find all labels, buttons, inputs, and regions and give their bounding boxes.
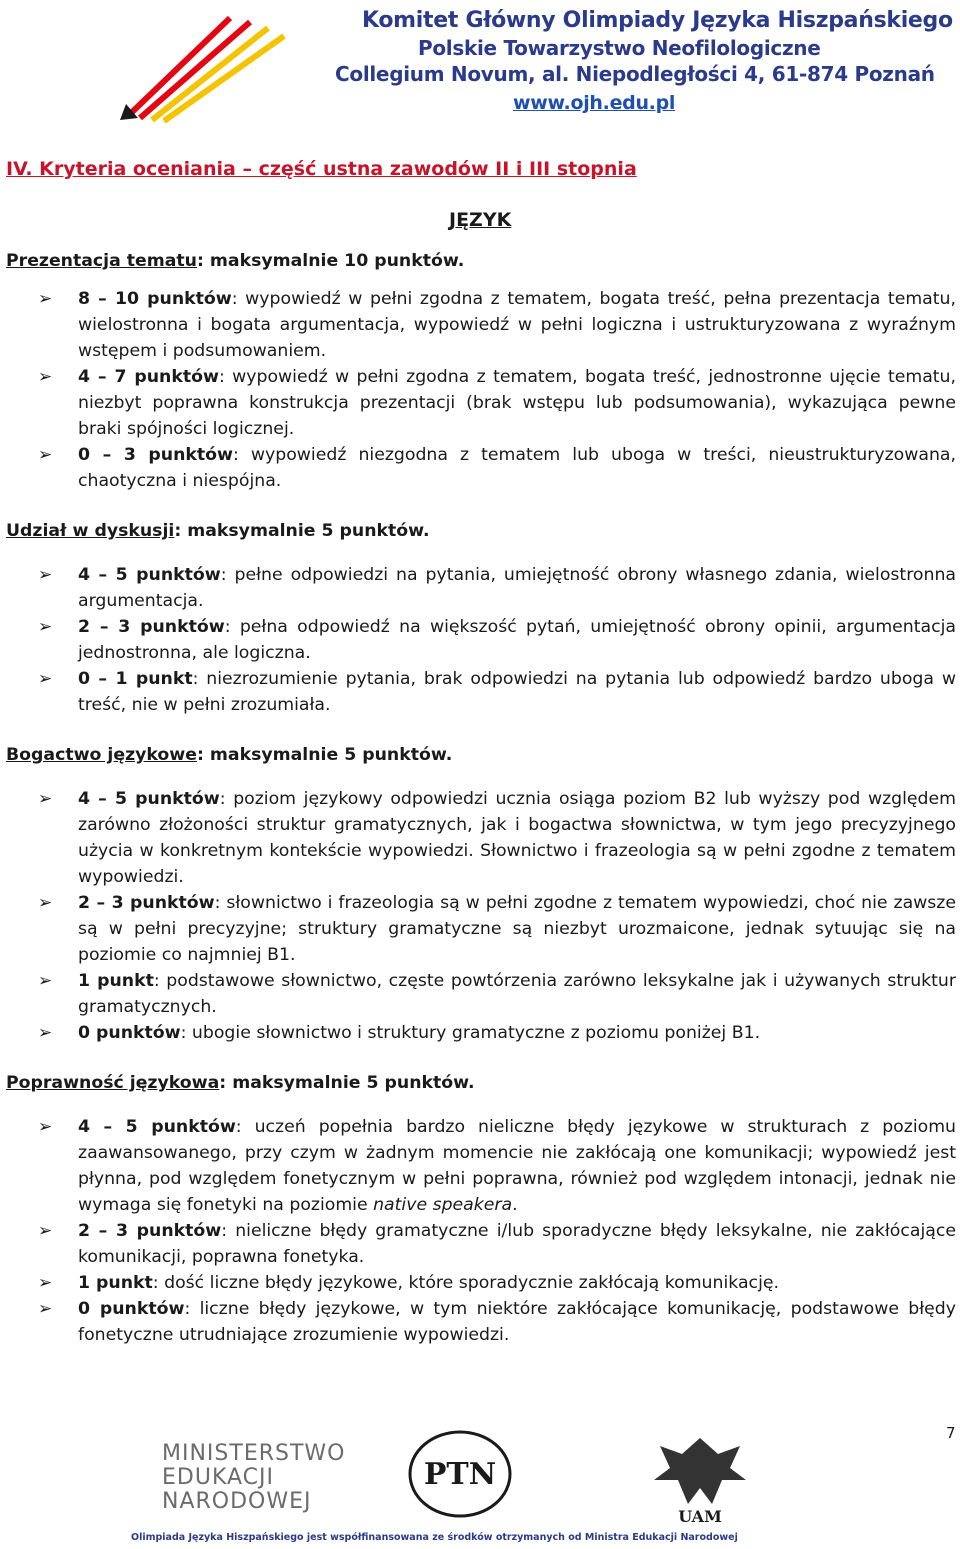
list-item [6, 786, 956, 890]
category-title: Udział w dyskusji [6, 521, 175, 541]
category-heading [6, 248, 956, 274]
score-range: 4 – 5 punktów [78, 1117, 236, 1137]
arrow-bullet-icon: ➢ [38, 1221, 53, 1241]
section-title: IV. Kryteria oceniania – część ustna zawodów II i III stopnia [6, 158, 637, 180]
arrow-bullet-icon: ➢ [38, 367, 53, 387]
criteria-content [6, 248, 956, 1348]
criteria-text: : wypowiedź w pełni zgodna z tematem, bogata treść, pełna prezentacja tematu, wielostronna i bogata argumentacja, wypowiedź w pełni logiczna i ustrukturyzowana z wyraźnym wstępem i podsumowaniem. [78, 289, 956, 361]
arrow-bullet-icon: ➢ [38, 565, 53, 585]
criteria-list [6, 286, 956, 494]
category-heading [6, 518, 956, 544]
list-item [6, 1114, 956, 1218]
score-range: 0 – 1 punkt [78, 669, 193, 689]
list-item [6, 364, 956, 442]
criteria-text: : poziom językowy odpowiedzi ucznia osiąga poziom B2 lub wyższy pod względem zarówno złożoności struktur gramatycznych, jak i bogactwa słownictwa, w tym jego precyzyjnego użycia w konkretnym kontekście wypowiedzi. Słownictwo i frazeologia są w pełni zgodne z tematem wypowiedzi. [78, 789, 956, 887]
criteria-text: : pełna odpowiedź na większość pytań, umiejętność obrony opinii, argumentacja jednostronna, ale logiczna. [78, 617, 956, 663]
ministry-logo [162, 1442, 345, 1514]
score-range: 4 – 7 punktów [78, 367, 219, 387]
criteria-text: : nieliczne błędy gramatyczne i/lub sporadyczne błędy leksykalne, nie zakłócające komunikacji, poprawna fonetyka. [78, 1221, 957, 1267]
criteria-list [6, 786, 956, 1046]
category-heading [6, 1070, 956, 1096]
arrow-bullet-icon: ➢ [38, 1023, 53, 1043]
criteria-italic-text: native speakera [373, 1195, 513, 1215]
score-range: 1 punkt [78, 1273, 153, 1293]
criteria-text: : wypowiedź w pełni zgodna z tematem, bogata treść, jednostronne ujęcie tematu, niezbyt poprawna konstrukcja prezentacji (brak wstępu lub podsumowania), wykazująca pewne braki spójności logicznej. [78, 367, 956, 439]
criteria-text: : ubogie słownictwo i struktury gramatyczne z poziomu poniżej B1. [180, 1023, 761, 1043]
score-range: 0 punktów [78, 1023, 181, 1043]
criteria-tail: . [512, 1195, 518, 1215]
arrow-bullet-icon: ➢ [38, 789, 53, 809]
criteria-list [6, 1114, 956, 1348]
list-item [6, 1296, 956, 1348]
criteria-text: : liczne błędy językowe, w tym niektóre zakłócające komunikację, podstawowe błędy fonetyczne utrudniające zrozumienie wypowiedzi. [78, 1299, 956, 1345]
category-heading [6, 742, 956, 768]
ministry-line-3: NARODOWEJ [162, 1489, 312, 1514]
list-item [6, 442, 956, 494]
header-society: Polskie Towarzystwo Neofilologiczne [418, 36, 821, 60]
score-range: 0 punktów [78, 1299, 185, 1319]
score-range: 0 – 3 punktów [78, 445, 233, 465]
score-range: 4 – 5 punktów [78, 565, 221, 585]
ptn-logo-text: PTN [423, 1457, 497, 1492]
header-website-link[interactable]: www.ojh.edu.pl [513, 92, 676, 114]
category-title: Bogactwo językowe [6, 745, 197, 765]
arrow-bullet-icon: ➢ [38, 445, 53, 465]
olympiad-logo-icon [110, 8, 310, 128]
arrow-bullet-icon: ➢ [38, 617, 53, 637]
arrow-bullet-icon: ➢ [38, 971, 53, 991]
ministry-line-2: EDUKACJI [162, 1465, 274, 1490]
list-item [6, 286, 956, 364]
list-item [6, 562, 956, 614]
uam-logo-text: UAM [678, 1507, 722, 1526]
category-rest: : maksymalnie 10 punktów. [196, 251, 465, 271]
page-number: 7 [946, 1424, 956, 1442]
page-header [0, 0, 960, 135]
category-rest: : maksymalnie 5 punktów. [219, 1073, 475, 1093]
funding-note: Olimpiada Języka Hiszpańskiego jest współfinansowana ze środków otrzymanych od Ministra Edukacji Narodowej [131, 1532, 738, 1543]
criteria-text: : podstawowe słownictwo, częste powtórzenia zarówno leksykalne jak i używanych struktur gramatycznych. [78, 971, 956, 1017]
header-address: Collegium Novum, al. Niepodległości 4, 61-874 Poznań [335, 62, 935, 86]
footer-logos [400, 1418, 760, 1528]
criteria-list [6, 562, 956, 718]
list-item [6, 1270, 956, 1296]
list-item [6, 666, 956, 718]
subsection-title: JĘZYK [449, 209, 512, 231]
arrow-bullet-icon: ➢ [38, 893, 53, 913]
header-committee: Komitet Główny Olimpiady Języka Hiszpańskiego [362, 8, 953, 33]
list-item [6, 890, 956, 968]
category-rest: : maksymalnie 5 punktów. [197, 745, 453, 765]
list-item [6, 614, 956, 666]
list-item [6, 1218, 956, 1270]
list-item [6, 1020, 956, 1046]
category-title: Prezentacja tematu [6, 251, 197, 271]
ministry-line-1: MINISTERSTWO [162, 1441, 346, 1466]
score-range: 2 – 3 punktów [78, 1221, 222, 1241]
criteria-text: : wypowiedź niezgodna z tematem lub uboga w treści, nieustrukturyzowana, chaotyczna i niespójna. [78, 445, 956, 491]
score-range: 2 – 3 punktów [78, 893, 215, 913]
category-title: Poprawność językowa [6, 1073, 220, 1093]
score-range: 4 – 5 punktów [78, 789, 220, 809]
arrow-bullet-icon: ➢ [38, 669, 53, 689]
criteria-text: : niezrozumienie pytania, brak odpowiedzi na pytania lub odpowiedź bardzo uboga w treść, nie w pełni zrozumiała. [78, 669, 956, 715]
arrow-bullet-icon: ➢ [38, 1273, 53, 1293]
score-range: 1 punkt [78, 971, 154, 991]
criteria-text: : pełne odpowiedzi na pytania, umiejętność obrony własnego zdania, wielostronna argumentacja. [78, 565, 956, 611]
list-item [6, 968, 956, 1020]
score-range: 8 – 10 punktów [78, 289, 232, 309]
criteria-text: : uczeń popełnia bardzo nieliczne błędy językowe w strukturach z poziomu zaawansowanego, przy czym w żadnym momencie nie zakłócają one komunikacji; wypowiedź jest płynna, pod względem fonetycznym w pełni poprawna, również pod względem intonacji, jednak nie wymaga się fonetyki na poziomie [78, 1117, 956, 1215]
criteria-text: : słownictwo i frazeologia są w pełni zgodne z tematem wypowiedzi, choć nie zawsze są w pełni precyzyjne; struktury gramatyczne są niezbyt urozmaicone, jednak sytuując się na poziomie co najmniej B1. [78, 893, 956, 965]
uam-eagle-logo-icon [654, 1438, 746, 1526]
category-rest: : maksymalnie 5 punktów. [174, 521, 430, 541]
arrow-bullet-icon: ➢ [38, 289, 53, 309]
score-range: 2 – 3 punktów [78, 617, 225, 637]
arrow-bullet-icon: ➢ [38, 1117, 53, 1137]
arrow-bullet-icon: ➢ [38, 1299, 53, 1319]
criteria-text: : dość liczne błędy językowe, które sporadycznie zakłócają komunikację. [152, 1273, 779, 1293]
ptn-logo-icon [410, 1432, 510, 1516]
